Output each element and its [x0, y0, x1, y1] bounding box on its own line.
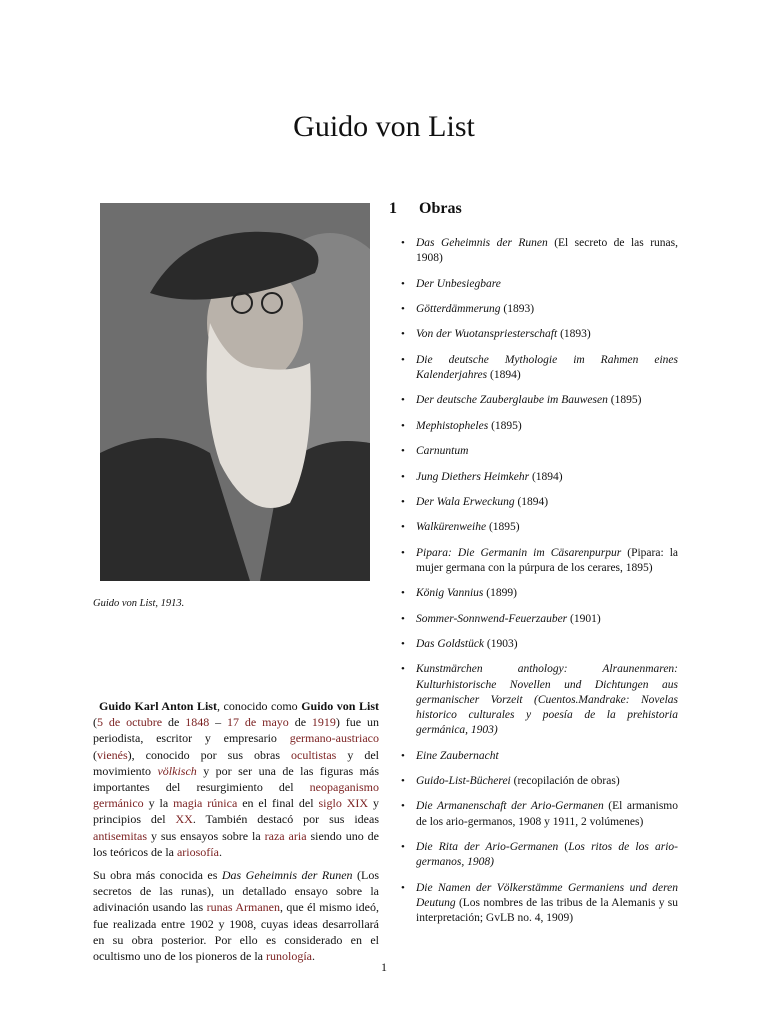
work-list-item	[401, 353, 678, 383]
section-title: Obras	[419, 200, 462, 217]
text-run: en el final del	[237, 796, 319, 811]
bullet-icon: •	[401, 328, 405, 341]
italic-title: Los ritos de los ario-germanos, 1908)	[416, 841, 678, 869]
text-run: (	[93, 715, 97, 730]
italic-title: Das Geheimnis der Runen	[416, 237, 548, 249]
text-run: , que él mismo ideó, fue realizada entre 1902 y 1908, cuyas ideas desarrollará en su obra posterior. Por ello es considerado en el ocultismo uno de los pioneros de la	[93, 900, 379, 964]
italic-title: König Vannius	[416, 587, 484, 600]
italic-title: Carnuntum	[416, 445, 469, 458]
text-run: y la	[143, 796, 174, 811]
inline-link[interactable]: völkisch	[157, 763, 197, 778]
page-title: Guido von List	[293, 110, 475, 143]
italic-title: Götterdämmerung	[416, 302, 501, 315]
bullet-icon: •	[401, 445, 405, 458]
work-list-item	[401, 302, 678, 317]
bullet-icon: •	[401, 353, 405, 366]
work-list-item	[401, 637, 678, 652]
bullet-icon: •	[401, 638, 405, 651]
biography-text	[93, 698, 379, 971]
text-run: (Los secretos de las runas), un detallado ensayo sobre la adivinación usando las	[93, 868, 380, 915]
inline-link[interactable]: 1919	[311, 715, 336, 730]
inline-link[interactable]: germano-austriaco	[289, 731, 379, 746]
inline-link[interactable]: antisemitas	[93, 828, 147, 843]
portrait-photo	[100, 203, 370, 581]
text-run: (Pipara: la mujer germana con la púrpura de los cerares, 1895)	[416, 546, 678, 574]
inline-link[interactable]: siglo XIX	[318, 796, 369, 811]
bullet-icon: •	[401, 546, 405, 559]
italic-title: Die deutsche Mythologie im Rahmen eines Kalenderjahres	[416, 353, 678, 381]
text-run: . También destacó por sus ideas	[192, 812, 380, 827]
inline-link[interactable]: 1848	[185, 715, 210, 730]
text-run: .	[218, 844, 222, 859]
italic-title: Der deutsche Zauberglaube im Bauwesen	[416, 394, 608, 407]
italic-title: Mephistopheles	[416, 419, 489, 432]
text-run: (1894)	[487, 368, 521, 381]
text-run: ), conocido por sus obras	[127, 747, 291, 762]
text-run: , conocido como	[216, 699, 302, 713]
bullet-icon: •	[401, 841, 405, 854]
text-run: Su obra más conocida es	[93, 868, 222, 883]
work-list-item	[401, 327, 678, 342]
bold-text: Guido Karl Anton List	[99, 699, 217, 713]
work-list-item	[401, 546, 678, 576]
work-list-item	[401, 393, 678, 408]
photo-caption: Guido von List, 1913.	[93, 598, 185, 609]
bullet-icon: •	[401, 394, 405, 407]
work-list-item	[401, 662, 678, 738]
italic-title: Der Wala Erweckung	[416, 495, 515, 508]
italic-title: Guido-List-Bücherei	[416, 775, 511, 788]
inline-link[interactable]: neopaganismo germánico	[93, 780, 379, 811]
work-list-item	[401, 612, 678, 627]
work-list-item	[401, 749, 678, 764]
bullet-icon: •	[401, 470, 405, 483]
inline-link[interactable]: ariosofía	[176, 844, 219, 859]
work-list-item	[401, 495, 678, 510]
work-list-item	[401, 470, 678, 485]
italic-title: Die Armanenschaft der Ario-Germanen	[416, 800, 604, 813]
text-run: (1895)	[488, 419, 522, 432]
text-run: .	[311, 949, 315, 964]
text-run: y del movimiento	[93, 747, 379, 778]
work-list-item	[401, 774, 678, 789]
inline-link[interactable]: 5 de octubre	[97, 715, 163, 730]
italic-title: Von der Wuotanspriesterschaft	[416, 328, 558, 341]
text-run: y sus ensayos sobre la	[147, 828, 265, 843]
work-list-item	[401, 881, 678, 927]
work-list-item	[401, 236, 678, 266]
text-run: (Los nombres de las tribus de la Alemanis y su interpretación; GvLB no. 4, 1909)	[416, 896, 678, 925]
bold-text: Guido von List	[301, 699, 379, 713]
bullet-icon: •	[401, 800, 405, 813]
italic-title: Das Geheimnis der Runen	[221, 868, 353, 883]
section-number: 1	[389, 200, 397, 217]
text-run: y por ser una de las figuras más importantes del resurgimiento del	[93, 763, 380, 795]
work-list-item	[401, 586, 678, 601]
text-run: (	[558, 841, 569, 854]
text-run: (	[93, 747, 97, 762]
text-run: (1893)	[500, 302, 535, 315]
bullet-icon: •	[401, 881, 405, 894]
bullet-icon: •	[401, 663, 405, 676]
text-run: –	[209, 715, 228, 730]
inline-link[interactable]: runología	[265, 949, 312, 964]
text-run: de	[288, 715, 312, 730]
bullet-icon: •	[401, 521, 405, 534]
work-list-item	[401, 444, 678, 459]
italic-title: Das Goldstück	[416, 638, 485, 651]
italic-title: Walkürenweihe	[416, 521, 487, 534]
work-list-item	[401, 419, 678, 434]
italic-title: Pipara: Die Germanin im Cäsarenpurpur	[416, 546, 622, 559]
text-run: (1901)	[567, 612, 601, 625]
portrait-image	[100, 203, 370, 581]
inline-link[interactable]: raza aria	[264, 828, 307, 843]
text-run: (1894)	[514, 495, 549, 508]
bullet-icon: •	[401, 237, 405, 249]
section-heading	[389, 200, 462, 218]
work-list-item	[401, 799, 678, 829]
bullet-icon: •	[401, 587, 405, 600]
text-run: (1893)	[557, 328, 591, 341]
bullet-icon: •	[401, 495, 405, 508]
italic-title: Jung Diethers Heimkehr	[416, 470, 530, 483]
italic-title: Der Unbesiegbare	[416, 277, 501, 290]
italic-title: Die Rita der Ario-Germanen	[416, 841, 559, 854]
text-run: (1894)	[529, 470, 563, 483]
text-run: (El secreto de las runas, 1908)	[416, 237, 678, 265]
bullet-icon: •	[401, 419, 405, 432]
bullet-icon: •	[401, 612, 405, 625]
work-list-item	[401, 840, 678, 870]
text-run: siendo uno de los teóricos de la	[93, 828, 380, 859]
inline-link[interactable]: magia rúnica	[173, 796, 238, 811]
text-run: (recopilación de obras)	[510, 775, 620, 788]
bullet-icon: •	[401, 749, 405, 762]
italic-title: Kunstmärchen anthology: Alraunenmaren: Kulturhistorische Novellen und Dichtungen aus germanischer Vorzeit (Cuentos.Mandrake: Novelas historico culturales y poesía de la prehistoria germánica, 1903)	[416, 663, 678, 737]
italic-title: Die Namen der Völkerstämme Germaniens und deren Deutung	[416, 881, 678, 909]
italic-title: Eine Zaubernacht	[416, 749, 499, 762]
inline-link[interactable]: vienés	[97, 747, 128, 762]
text-run: (1903)	[484, 638, 518, 651]
text-run: (1899)	[483, 587, 517, 600]
text-run: (1895)	[607, 394, 642, 407]
text-run: (El armanismo de los ario-germanos, 1908 y 1911, 2 volúmenes)	[416, 800, 679, 828]
work-list-item	[401, 277, 678, 292]
work-list-item	[401, 520, 678, 535]
inline-link[interactable]: ocultistas	[291, 747, 337, 762]
bio-paragraph-1	[93, 698, 379, 860]
works-list	[401, 236, 678, 936]
bullet-icon: •	[401, 302, 405, 315]
bio-paragraph-2	[93, 867, 379, 964]
bullet-icon: •	[401, 277, 405, 290]
bullet-icon: •	[401, 775, 405, 788]
inline-link[interactable]: 17 de mayo	[227, 715, 289, 730]
page-number: 1	[381, 960, 387, 974]
inline-link[interactable]: XX	[175, 812, 193, 827]
inline-link[interactable]: runas Armanen	[206, 900, 280, 915]
text-run: ) fue un periodista, escritor y empresario	[93, 715, 380, 746]
text-run: y principios del	[93, 796, 380, 827]
italic-title: Sommer-Sonnwend-Feuerzauber	[416, 612, 568, 625]
text-run: de	[162, 715, 186, 730]
text-run: (1895)	[486, 521, 520, 534]
